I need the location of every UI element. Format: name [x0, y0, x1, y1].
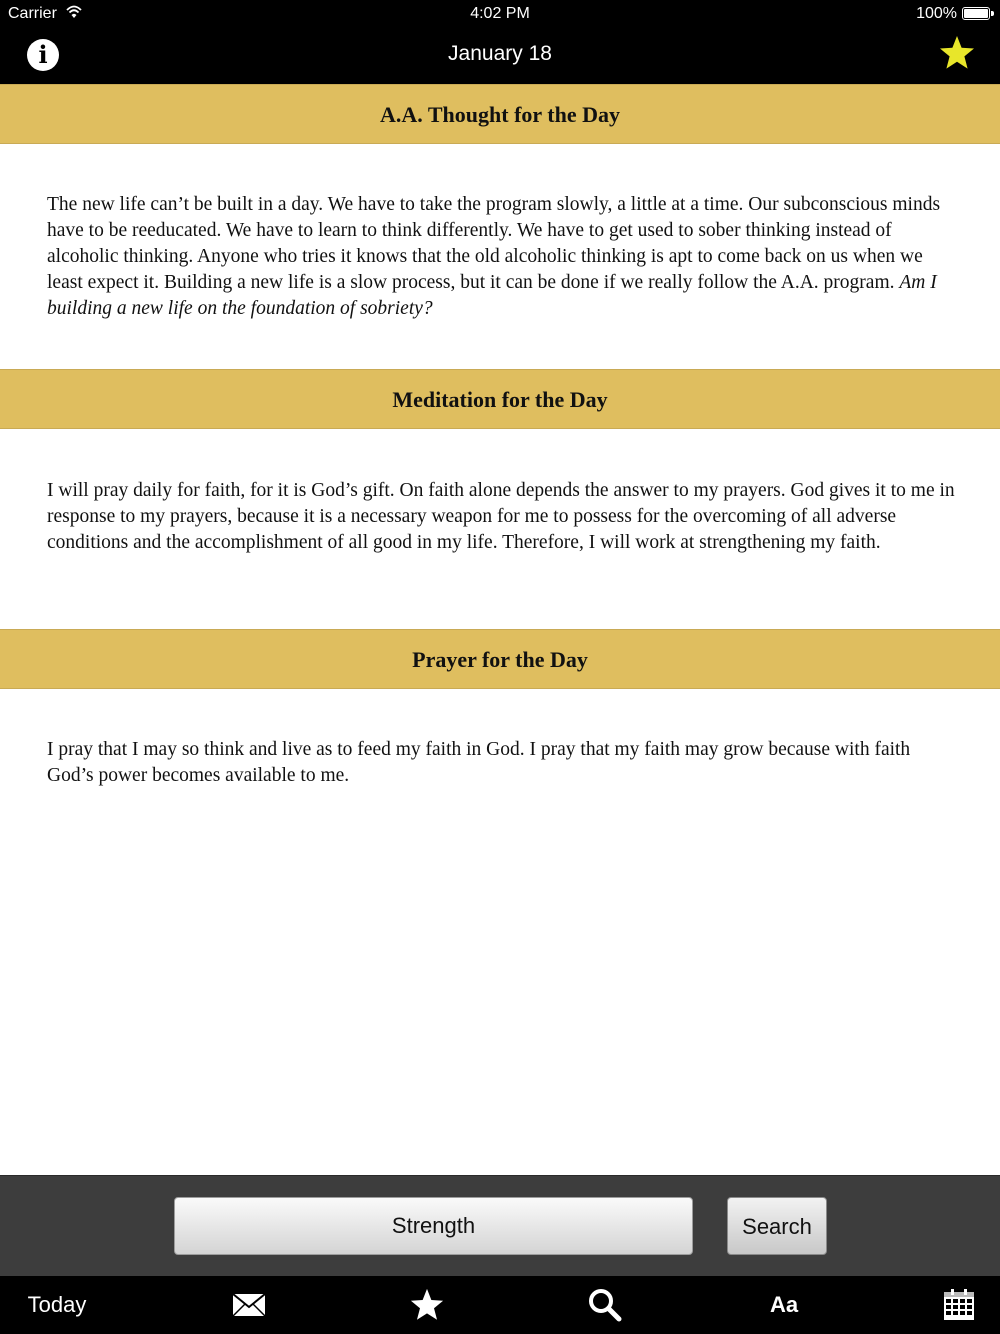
calendar-icon	[943, 1289, 975, 1321]
battery-icon	[962, 7, 990, 20]
tab-today[interactable]: Today	[27, 1292, 87, 1317]
page-title: January 18	[448, 42, 552, 65]
status-time: 4:02 PM	[470, 5, 530, 22]
navigation-bar	[0, 28, 1000, 84]
carrier-label: Carrier	[8, 5, 57, 22]
search-term-field[interactable]: Strength	[174, 1197, 693, 1255]
tab-favorites[interactable]	[404, 1276, 450, 1334]
section-header-prayer	[0, 629, 1000, 689]
thought-question: Am I building a new life on the foundation of sobriety?	[47, 272, 937, 319]
tab-search[interactable]	[582, 1276, 628, 1334]
tab-font-size[interactable]: Aa	[769, 1292, 799, 1317]
tab-bar	[0, 1276, 1000, 1334]
star-icon	[409, 1287, 445, 1323]
tab-mail[interactable]	[226, 1276, 272, 1334]
section-body-prayer	[47, 737, 957, 789]
info-icon[interactable]: i	[27, 39, 59, 71]
star-icon[interactable]	[938, 34, 976, 72]
envelope-icon	[232, 1293, 266, 1317]
section-heading: A.A. Thought for the Day	[380, 102, 620, 127]
thought-text: The new life can’t be built in a day. We have to take the program slowly, a little at a time. Our subconscious minds have to be reeducated. We have to learn to think differently. We have to get used to sober thinking instead of alcoholic thinking. Anyone who tries it knows that the old alcoholic thinking is apt to come back on us when we least expect it. Building a new life is a slow process, but it can be done if we really follow the A.A. program.	[47, 194, 941, 293]
section-header-thought	[0, 84, 1000, 144]
battery-percentage: 100%	[916, 5, 957, 22]
meditation-text: I will pray daily for faith, for it is God’s gift. On faith alone depends the answer to my prayers. God gives it to me in response to my prayers, because it is a necessary weapon for me to possess for the overcoming of all adverse conditions and the accomplishment of all good in my life. Therefore, I will work at strengthening my faith.	[47, 480, 955, 553]
section-body-meditation	[47, 478, 957, 556]
section-header-meditation	[0, 369, 1000, 429]
search-toolbar	[0, 1175, 1000, 1276]
section-heading: Prayer for the Day	[412, 647, 588, 672]
magnifier-icon	[588, 1288, 622, 1322]
prayer-text: I pray that I may so think and live as to feed my faith in God. I pray that my faith may grow because with faith God’s power becomes available to me.	[47, 739, 911, 786]
tab-calendar[interactable]	[938, 1276, 980, 1334]
status-bar	[0, 0, 1000, 28]
search-button[interactable]: Search	[727, 1197, 827, 1255]
section-heading: Meditation for the Day	[392, 387, 608, 412]
section-body-thought	[47, 192, 957, 322]
